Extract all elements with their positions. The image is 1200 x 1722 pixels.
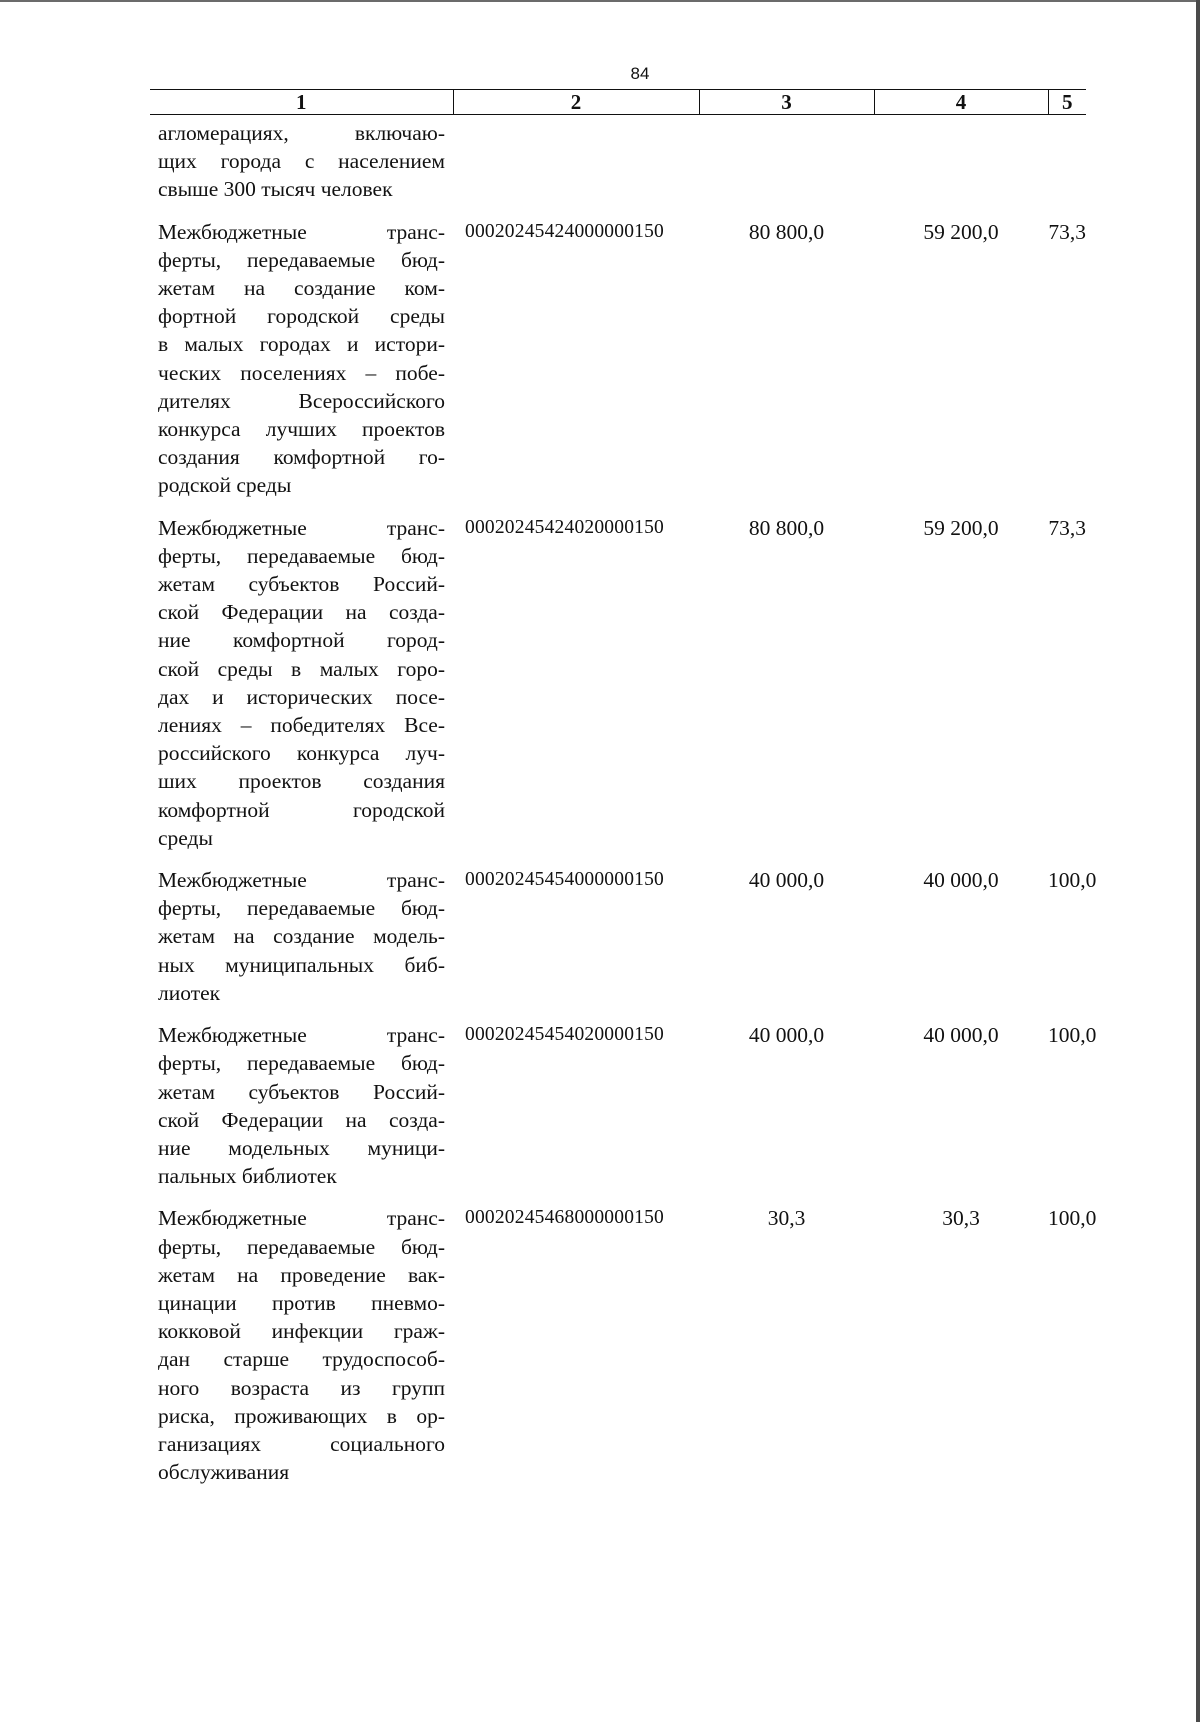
description-line: ших проектов создания bbox=[158, 769, 445, 794]
table-header-row bbox=[150, 90, 1086, 115]
description-line: среды bbox=[158, 825, 213, 850]
row-code: 00020245468000000150 bbox=[465, 1207, 664, 1229]
description-line: ферты, передаваемые бюд- bbox=[158, 1051, 445, 1076]
column-header-5: 5 bbox=[1048, 90, 1086, 115]
description-line: Межбюджетные транс- bbox=[158, 219, 445, 244]
description-line: жетам на создание ком- bbox=[158, 276, 445, 301]
row-col5-empty bbox=[1048, 115, 1086, 218]
description-line: ческих поселениях – побе- bbox=[158, 360, 445, 385]
description-line: ферты, передаваемые бюд- bbox=[158, 896, 445, 921]
description-line: щих города с населением bbox=[158, 149, 445, 174]
description-line: пальных библиотек bbox=[158, 1164, 337, 1189]
description-line: конкурса лучших проектов bbox=[158, 417, 445, 442]
row-value-col5: 100,0 bbox=[1048, 1023, 1097, 1048]
table-row bbox=[150, 1204, 1086, 1500]
row-col3-empty bbox=[699, 115, 874, 218]
column-header-3: 3 bbox=[699, 90, 874, 115]
description-line: дителях Всероссийского bbox=[158, 388, 445, 413]
row-col4-empty bbox=[874, 115, 1048, 218]
row-code: 00020245454000000150 bbox=[465, 869, 664, 891]
row-value-col4: 59 200,0 bbox=[923, 515, 999, 540]
column-header-4: 4 bbox=[874, 90, 1048, 115]
row-value-col5: 73,3 bbox=[1048, 219, 1086, 244]
table-row bbox=[150, 218, 1086, 514]
description-line: ние комфортной город- bbox=[158, 628, 445, 653]
description-line: российского конкурса луч- bbox=[158, 741, 445, 766]
column-header-1: 1 bbox=[150, 90, 453, 115]
budget-table bbox=[150, 89, 1097, 1500]
description-line: Межбюджетные транс- bbox=[158, 1206, 445, 1231]
row-value-col4: 40 000,0 bbox=[923, 1023, 999, 1048]
table-body bbox=[150, 115, 1097, 1501]
row-description bbox=[150, 1204, 453, 1500]
description-line: Межбюджетные транс- bbox=[158, 515, 445, 540]
scan-edge-right bbox=[1196, 0, 1200, 1722]
description-line: ных муниципальных биб- bbox=[158, 952, 445, 977]
description-line: лиотек bbox=[158, 980, 221, 1005]
description-line: Межбюджетные транс- bbox=[158, 868, 445, 893]
description-line: ферты, передаваемые бюд- bbox=[158, 247, 445, 272]
description-line: родской среды bbox=[158, 473, 292, 498]
description-line: лениях – победителях Все- bbox=[158, 713, 445, 738]
row-value-col4: 30,3 bbox=[942, 1206, 980, 1231]
row-value-col3: 40 000,0 bbox=[748, 1023, 825, 1048]
description-line: дах и исторических посе- bbox=[158, 684, 445, 709]
row-value-col3: 80 800,0 bbox=[748, 515, 825, 540]
description-line: ферты, передаваемые бюд- bbox=[158, 1234, 445, 1259]
row-value-col5: 73,3 bbox=[1048, 515, 1086, 540]
description-line: агломерациях, включаю- bbox=[158, 121, 445, 145]
table-row bbox=[150, 866, 1086, 1021]
description-line: ской среды в малых горо- bbox=[158, 656, 445, 681]
description-line: ферты, передаваемые бюд- bbox=[158, 543, 445, 568]
description-line: кокковой инфекции граж- bbox=[158, 1319, 445, 1344]
description-line: дан старше трудоспособ- bbox=[158, 1347, 445, 1372]
row-code-empty bbox=[453, 115, 699, 218]
table-row bbox=[150, 1021, 1086, 1204]
row-description bbox=[150, 218, 453, 514]
row-value-col4: 59 200,0 bbox=[923, 219, 999, 244]
row-value-col3: 40 000,0 bbox=[748, 868, 825, 893]
row-description bbox=[150, 1021, 453, 1204]
row-code: 00020245454020000150 bbox=[465, 1024, 664, 1046]
row-value-col5: 100,0 bbox=[1048, 1206, 1097, 1231]
page-number: 84 bbox=[630, 64, 650, 83]
row-description bbox=[150, 514, 453, 866]
row-value-col5: 100,0 bbox=[1048, 868, 1097, 893]
description-line: создания комфортной го- bbox=[158, 445, 445, 470]
description-line: в малых городах и истори- bbox=[158, 332, 445, 357]
description-line: свыше 300 тысяч человек bbox=[158, 177, 393, 202]
row-value-col3: 80 800,0 bbox=[748, 219, 825, 244]
description-line: фортной городской среды bbox=[158, 304, 445, 329]
row-code: 00020245424000000150 bbox=[465, 220, 664, 242]
table-row-continuation bbox=[150, 115, 1086, 218]
description-line: ного возраста из групп bbox=[158, 1375, 445, 1400]
description-line: цинации против пневмо- bbox=[158, 1290, 445, 1315]
row-value-col4: 40 000,0 bbox=[923, 868, 999, 893]
description-line: риска, проживающих в ор- bbox=[158, 1403, 445, 1428]
table-row bbox=[150, 514, 1086, 866]
description-line: ской Федерации на созда- bbox=[158, 1107, 445, 1132]
description-line: ской Федерации на созда- bbox=[158, 600, 445, 625]
description-line: жетам субъектов Россий- bbox=[158, 572, 445, 597]
description-line: Межбюджетные транс- bbox=[158, 1023, 445, 1048]
row-value-col3: 30,3 bbox=[767, 1206, 806, 1231]
description-line: жетам на создание модель- bbox=[158, 924, 445, 949]
row-code: 00020245424020000150 bbox=[465, 516, 664, 538]
description-line: жетам на проведение вак- bbox=[158, 1262, 445, 1287]
description-line: ганизациях социального bbox=[158, 1431, 445, 1456]
description-line: жетам субъектов Россий- bbox=[158, 1079, 445, 1104]
description-line: ние модельных муници- bbox=[158, 1135, 445, 1160]
row-description bbox=[150, 115, 453, 218]
description-line: обслуживания bbox=[158, 1460, 290, 1485]
scan-edge-top bbox=[0, 0, 1200, 2]
row-description bbox=[150, 866, 453, 1021]
description-line: комфортной городской bbox=[158, 797, 445, 822]
column-header-2: 2 bbox=[453, 90, 699, 115]
